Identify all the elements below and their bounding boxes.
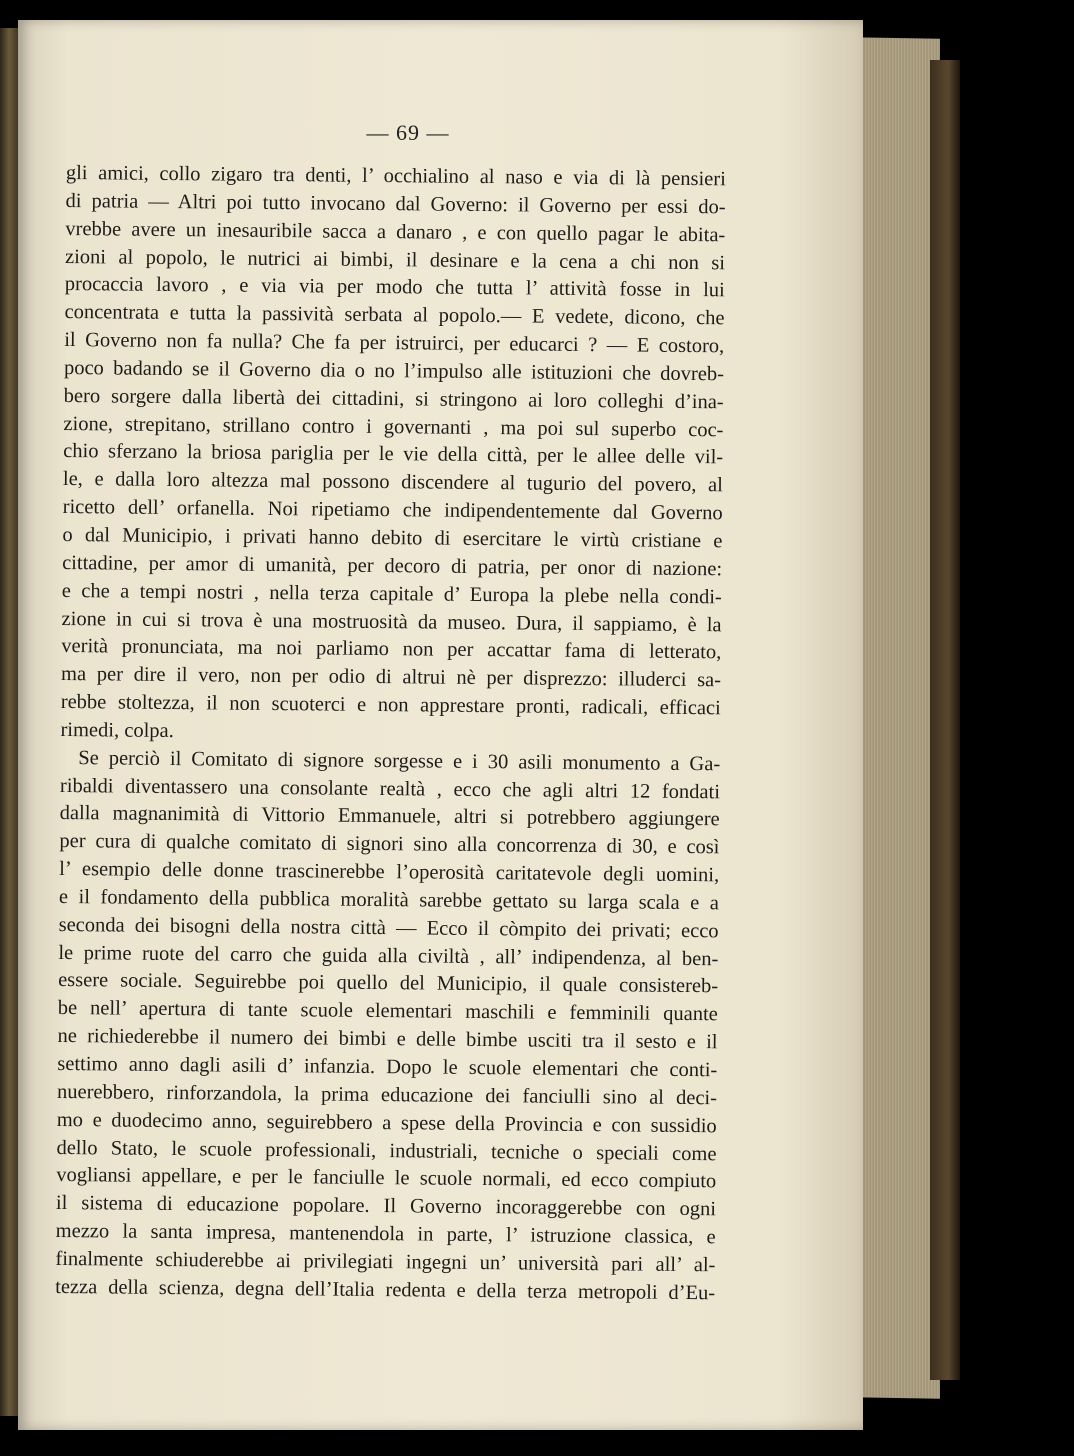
text-line: seconda dei bisogni della nostra città — Ecco il còmpito dei privati; ecco: [58, 913, 719, 943]
text-line: rimedi, colpa.: [60, 718, 174, 742]
book-page: [18, 20, 863, 1430]
text-line: concentrata e tutta la passività serbata al popolo.— E vedete, dicono, che: [64, 301, 725, 330]
text-line: Se perciò il Comitato di signore sorgesse e i 30 asili monumento a Ga-: [78, 746, 721, 776]
text-line: l’ esempio delle donne trascinerebbe l’operosità caritatevole degli uomini,: [59, 858, 720, 887]
text-line: e che a tempi nostri , nella terza capitale d’ Europa la plebe nella condi-: [61, 579, 722, 608]
text-line: di patria — Altri poi tutto invocano dal Governo: il Governo per essi do-: [65, 189, 726, 219]
text-line: zione in cui si trova è una mostruosità da museo. Dura, il sappiamo, è la: [61, 607, 722, 636]
text-line: bero sorgere dalla libertà dei cittadini, si stringono ai loro colleghi d’ina-: [63, 384, 724, 414]
text-line: settimo anno dagli asili d’ infanzia. Dopo le scuole elementari che conti-: [57, 1052, 718, 1082]
text-line: il Governo non fa nulla? Che fa per istruirci, per educarci ? — E costoro,: [64, 329, 725, 358]
page-number: — 69 —: [366, 120, 450, 145]
text-line: procaccia lavoro , e via via per modo che tutta l’ attività fosse in lui: [64, 273, 725, 302]
text-line: per cura di qualche comitato di signori sino alla concorrenza di 30, e così: [59, 830, 720, 859]
text-line: dalla magnanimità di Vittorio Emmanuele, altri si potrebbero aggiungere: [59, 802, 720, 831]
body-text: [55, 160, 726, 1308]
page-edges: [850, 37, 940, 1399]
text-line: mo e duodecimo anno, seguirebbero a spese della Provincia e con sussidio: [56, 1108, 717, 1137]
text-line: verità pronunciata, ma noi parliamo non per accattar fama di letterato,: [61, 635, 722, 664]
text-line: cittadine, per amor di umanità, per decoro di patria, per onor di nazione:: [62, 551, 723, 581]
text-line: chio sferzano la briosa pariglia per le vie della città, per le allee delle vil-: [63, 440, 724, 469]
text-line: le prime ruote del carro che guida alla civiltà , all’ indipendenza, al ben-: [58, 941, 719, 970]
text-line: ma per dire il vero, non per odio di altrui nè per disprezzo: illuderci sa-: [60, 663, 722, 692]
text-line: rebbe stoltezza, il non scuoterci e non apprestare pronti, radicali, efficaci: [60, 691, 721, 720]
text-line: vrebbe avere un inesauribile sacca a danaro , e con quello pagar le abita-: [65, 217, 726, 247]
text-line: o dal Municipio, i privati hanno debito di esercitare le virtù cristiane e: [62, 523, 723, 553]
text-line: ribaldi diventassero una consolante realtà , ecco che agli altri 12 fondati: [59, 774, 721, 803]
text-line: poco badando se il Governo dia o no l’impulso alle istituzioni che dovreb-: [63, 356, 725, 386]
text-line: mezzo la santa impresa, mantenendola in parte, l’ istruzione classica, e: [55, 1220, 716, 1249]
text-line: e il fondamento della pubblica moralità sarebbe gettato su larga scala e a: [58, 885, 720, 915]
text-line: il sistema di educazione popolare. Il Governo incoraggerebbe con ogni: [55, 1192, 717, 1221]
text-line: ne richiederebbe il numero dei bimbi e delle bimbe usciti tra il sesto e il: [57, 1025, 718, 1054]
text-line: finalmente schiuderebbe ai privilegiati ingegni un’ università pari all’ al-: [55, 1247, 716, 1277]
text-line: essere sociale. Seguirebbe poi quello del Municipio, il quale consistereb-: [58, 969, 719, 998]
book-spine-left: [0, 28, 20, 1416]
book-cover-edge: [930, 60, 960, 1380]
text-line: dello Stato, le scuole professionali, industriali, tecniche o speciali come: [56, 1136, 717, 1165]
text-line: vogliansi appellare, e per le fanciulle le scuole normali, ed ecco compiuto: [56, 1164, 717, 1193]
text-line: tezza della scienza, degna dell’Italia redenta e della terza metropoli d’Eu-: [55, 1275, 716, 1305]
text-line: ricetto dell’ orfanella. Noi ripetiamo che indipendentemente dal Governo: [62, 496, 723, 525]
text-line: be nell’ apertura di tante scuole elementari maschili e femminili quante: [57, 997, 718, 1026]
text-line: nuerebbero, rinforzandola, la prima educazione dei fanciulli sino al deci-: [56, 1080, 718, 1110]
text-line: gli amici, collo zigaro tra denti, l’ occhialino al naso e via di là pensieri: [65, 161, 726, 191]
text-line: zioni al popolo, le nutrici ai bimbi, il desinare e la cena a chi non si: [64, 245, 726, 274]
text-line: zione, strepitano, strillano contro i governanti , ma poi sul superbo coc-: [63, 412, 724, 441]
text-line: le, e dalla loro altezza mal possono discendere al tugurio del povero, al: [62, 468, 724, 497]
